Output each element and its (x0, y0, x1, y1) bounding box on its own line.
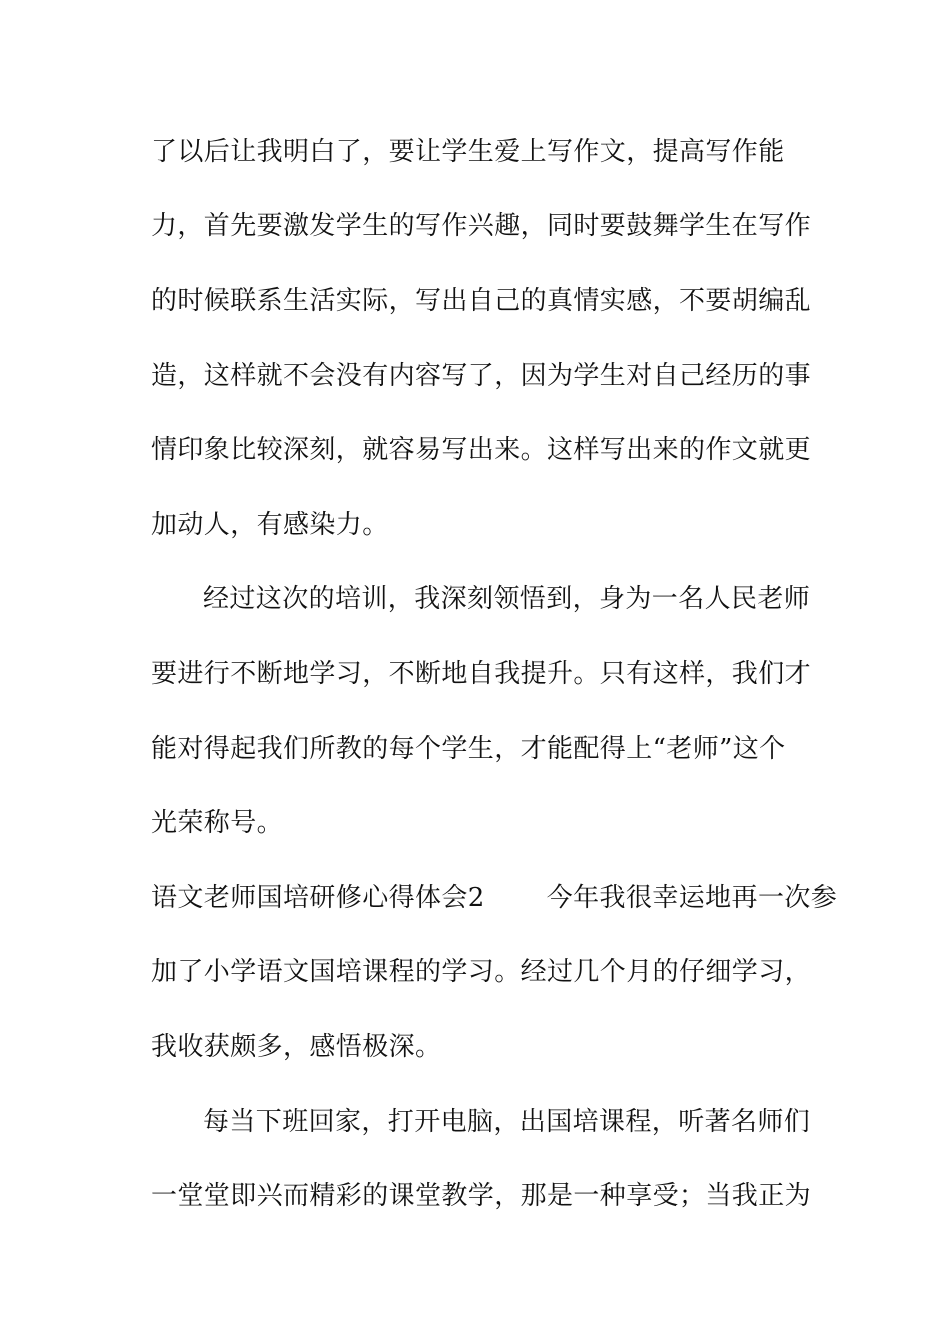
body-text-line: 造，这样就不会没有内容写了，因为学生对自己经历的事 (151, 361, 812, 391)
paragraph-start-line: 经过这次的培训，我深刻领悟到，身为一名人民老师 (203, 584, 811, 614)
section-heading-line (151, 883, 837, 913)
body-text-line: 力，首先要激发学生的写作兴趣，同时要鼓舞学生在写作 (151, 211, 812, 241)
body-text-line: 加动人，有感染力。 (151, 510, 389, 540)
body-text-line: 要进行不断地学习，不断地自我提升。只有这样，我们才 (151, 659, 812, 689)
paragraph-start-line: 每当下班回家，打开电脑，出国培课程，听著名师们 (203, 1107, 811, 1137)
body-text-line: 情印象比较深刻，就容易写出来。这样写出来的作文就更 (151, 435, 812, 465)
section-title: 语文老师国培研修心得体会2 (151, 883, 485, 913)
body-text-line: 光荣称号。 (151, 808, 284, 838)
section-first-line: 今年我很幸运地再一次参 (546, 883, 838, 913)
body-text-line: 一堂堂即兴而精彩的课堂教学，那是一种享受；当我正为 (151, 1181, 812, 1211)
body-text-line: 加了小学语文国培课程的学习。经过几个月的仔细学习， (151, 957, 812, 987)
body-text-line: 的时候联系生活实际，写出自己的真情实感，不要胡编乱 (151, 286, 812, 316)
body-text-line: 能对得起我们所教的每个学生，才能配得上“老师”这个 (151, 734, 786, 764)
body-text-line: 我收获颇多，感悟极深。 (151, 1032, 442, 1062)
body-text-line: 了以后让我明白了，要让学生爱上写作文，提高写作能 (151, 137, 785, 167)
